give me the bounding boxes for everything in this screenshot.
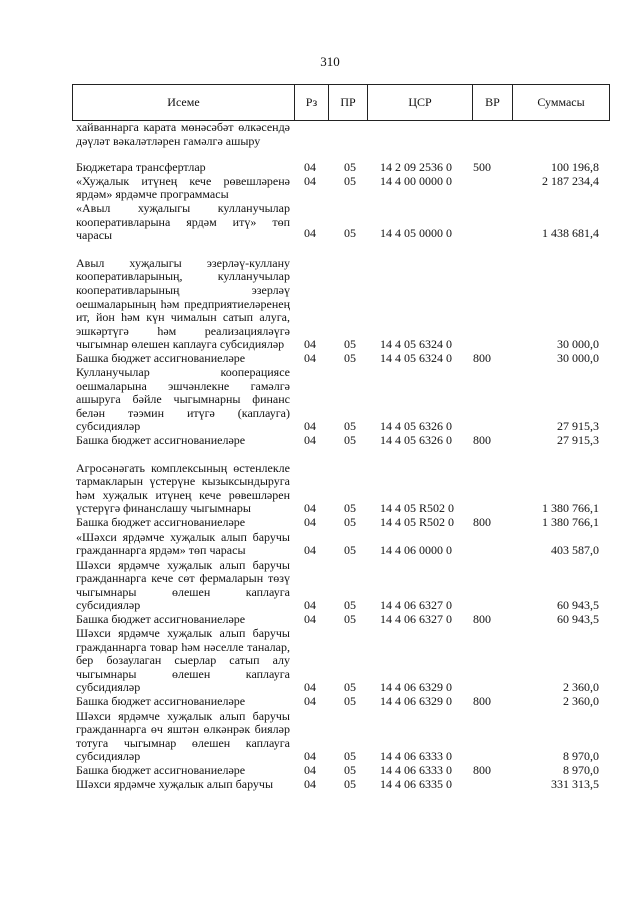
table-row bbox=[0, 516, 640, 530]
row-rz: 04 bbox=[304, 337, 316, 352]
row-pr: 05 bbox=[344, 226, 356, 241]
row-pr: 05 bbox=[344, 351, 356, 366]
row-csr: 14 4 05 0000 0 bbox=[380, 226, 452, 241]
row-vr: 800 bbox=[473, 433, 491, 448]
table-row bbox=[0, 434, 640, 448]
row-pr: 05 bbox=[344, 612, 356, 627]
row-rz: 04 bbox=[304, 598, 316, 613]
table-row bbox=[0, 161, 640, 175]
row-pr: 05 bbox=[344, 501, 356, 516]
row-sum: 403 587,0 bbox=[551, 543, 599, 558]
row-csr: 14 4 06 6327 0 bbox=[380, 598, 452, 613]
row-name: Башка бюджет ассигнованиеләре bbox=[76, 433, 246, 448]
row-pr: 05 bbox=[344, 694, 356, 709]
row-csr: 14 4 05 R502 0 bbox=[380, 501, 455, 516]
column-header-vr: ВР bbox=[473, 85, 513, 120]
row-csr: 14 4 06 6335 0 bbox=[380, 777, 452, 792]
row-csr: 14 4 05 6326 0 bbox=[380, 419, 452, 434]
row-pr: 05 bbox=[344, 433, 356, 448]
row-sum: 27 915,3 bbox=[557, 419, 599, 434]
table-row bbox=[0, 202, 640, 243]
row-rz: 04 bbox=[304, 763, 316, 778]
column-header-rz: Рз bbox=[295, 85, 329, 120]
row-sum: 30 000,0 bbox=[557, 351, 599, 366]
row-vr: 800 bbox=[473, 351, 491, 366]
table-row bbox=[0, 709, 640, 764]
table-row bbox=[0, 613, 640, 627]
table-row bbox=[0, 448, 640, 516]
row-csr: 14 2 09 2536 0 bbox=[380, 160, 452, 175]
row-csr: 14 4 00 0000 0 bbox=[380, 174, 452, 189]
row-csr: 14 4 06 6333 0 bbox=[380, 763, 452, 778]
row-pr: 05 bbox=[344, 680, 356, 695]
row-vr: 500 bbox=[473, 160, 491, 175]
row-csr: 14 4 06 6329 0 bbox=[380, 680, 452, 695]
row-vr: 800 bbox=[473, 763, 491, 778]
row-name: Башка бюджет ассигнованиеләре bbox=[76, 612, 246, 627]
table-row bbox=[0, 778, 640, 792]
row-csr: 14 4 05 6324 0 bbox=[380, 351, 452, 366]
row-rz: 04 bbox=[304, 777, 316, 792]
row-vr: 800 bbox=[473, 694, 491, 709]
row-rz: 04 bbox=[304, 351, 316, 366]
table-row bbox=[0, 121, 640, 161]
row-csr: 14 4 06 6327 0 bbox=[380, 612, 452, 627]
row-sum: 60 943,5 bbox=[557, 598, 599, 613]
row-name: Шәхси ярдәмче хуҗалык алып баручы bbox=[76, 777, 274, 792]
row-pr: 05 bbox=[344, 543, 356, 558]
row-name: «Шәхси ярдәмче хуҗалык алып баручы гражданнарга ярдәм» төп чарасы bbox=[76, 529, 290, 558]
row-rz: 04 bbox=[304, 612, 316, 627]
row-csr: 14 4 06 6333 0 bbox=[380, 749, 452, 764]
row-pr: 05 bbox=[344, 160, 356, 175]
row-sum: 2 360,0 bbox=[563, 694, 599, 709]
row-csr: 14 4 05 6324 0 bbox=[380, 337, 452, 352]
row-csr: 14 4 06 0000 0 bbox=[380, 543, 452, 558]
row-vr: 800 bbox=[473, 612, 491, 627]
table-row bbox=[0, 366, 640, 434]
row-sum: 2 187 234,4 bbox=[542, 174, 599, 189]
row-rz: 04 bbox=[304, 226, 316, 241]
row-name: Кулланучылар кооперациясе оешмаларына эшчәнлекне гамәлгә ашыруга бәйле чыгымнарны финанс белән тәэмин итүгә (каплауга) субсидияләр bbox=[76, 365, 290, 434]
row-sum: 8 970,0 bbox=[563, 749, 599, 764]
row-pr: 05 bbox=[344, 763, 356, 778]
row-name: хайваннарга карата мөнәсәбәт өлкәсендә дәүләт вәкаләтләрен гамәлгә ашыру bbox=[76, 120, 290, 148]
row-sum: 8 970,0 bbox=[563, 763, 599, 778]
row-csr: 14 4 05 R502 0 bbox=[380, 515, 455, 530]
row-rz: 04 bbox=[304, 174, 316, 189]
row-sum: 27 915,3 bbox=[557, 433, 599, 448]
column-header-pr: ПР bbox=[329, 85, 368, 120]
row-name: Башка бюджет ассигнованиеләре bbox=[76, 694, 246, 709]
table-row bbox=[0, 352, 640, 366]
column-header-sum: Суммасы bbox=[537, 95, 585, 109]
row-rz: 04 bbox=[304, 515, 316, 530]
column-header-csr: ЦСР bbox=[368, 85, 473, 120]
row-name: Башка бюджет ассигнованиеләре bbox=[76, 763, 246, 778]
table-row bbox=[0, 530, 640, 558]
row-pr: 05 bbox=[344, 174, 356, 189]
row-pr: 05 bbox=[344, 777, 356, 792]
row-rz: 04 bbox=[304, 680, 316, 695]
row-sum: 1 380 766,1 bbox=[542, 515, 599, 530]
row-sum: 2 360,0 bbox=[563, 680, 599, 695]
row-sum: 60 943,5 bbox=[557, 612, 599, 627]
row-sum: 1 438 681,4 bbox=[542, 226, 599, 241]
table-row bbox=[0, 627, 640, 695]
row-name: Авыл хуҗалыгы эзерләү-куллану кооперативларының, кулланучылар кооперативларының эзерләү оешмаларының һәм предприятиеләренең ит, йон һәм күн чималын сатып алуга, эшкәртүгә һәм реализацияләүгә чыгымнар өлешен каплауга субсидияләр bbox=[76, 255, 290, 352]
row-rz: 04 bbox=[304, 694, 316, 709]
table-row bbox=[0, 764, 640, 778]
row-name: Агросәнәгать комплексының өстенлекле тармакларын үстерүне кызыксындыруга һәм хуҗалык итүнең кече рөвешләрен үстерүгә финанслашу чыгымнары bbox=[76, 460, 290, 516]
row-name: «Авыл хуҗалыгы кулланучылар кооперативларына ярдәм итү» төп чарасы bbox=[76, 201, 290, 243]
row-rz: 04 bbox=[304, 160, 316, 175]
row-sum: 331 313,5 bbox=[551, 777, 599, 792]
row-name: Бюджетара трансфертлар bbox=[76, 160, 206, 175]
row-vr: 800 bbox=[473, 515, 491, 530]
row-pr: 05 bbox=[344, 749, 356, 764]
row-name: Шәхси ярдәмче хуҗалык алып баручы гражданнарга товар һәм нәселле таналар, бер бозаулаган сыерлар сатып алу чыгымнары өлешен каплауга субсидияләр bbox=[76, 626, 290, 695]
row-name: Башка бюджет ассигнованиеләре bbox=[76, 515, 246, 530]
page-number: 310 bbox=[320, 54, 340, 69]
table-row bbox=[0, 558, 640, 613]
row-name: Башка бюджет ассигнованиеләре bbox=[76, 351, 246, 366]
row-pr: 05 bbox=[344, 419, 356, 434]
table-row bbox=[0, 243, 640, 352]
row-pr: 05 bbox=[344, 515, 356, 530]
column-header-name: Исеме bbox=[73, 85, 295, 120]
row-sum: 1 380 766,1 bbox=[542, 501, 599, 516]
row-pr: 05 bbox=[344, 598, 356, 613]
row-name: «Хуҗалык итүнең кече рөвешләренә ярдәм» ярдәмче программасы bbox=[76, 173, 290, 202]
row-rz: 04 bbox=[304, 543, 316, 558]
table-row bbox=[0, 175, 640, 202]
row-csr: 14 4 05 6326 0 bbox=[380, 433, 452, 448]
row-pr: 05 bbox=[344, 337, 356, 352]
row-csr: 14 4 06 6329 0 bbox=[380, 694, 452, 709]
row-rz: 04 bbox=[304, 501, 316, 516]
row-rz: 04 bbox=[304, 433, 316, 448]
row-rz: 04 bbox=[304, 749, 316, 764]
row-sum: 100 196,8 bbox=[551, 160, 599, 175]
row-name: Шәхси ярдәмче хуҗалык алып баручы гражданнарга өч яштән өлкәнрәк бияләр тотуга чыгымнар өлешен каплауга субсидияләр bbox=[76, 708, 290, 764]
table-row bbox=[0, 695, 640, 709]
row-rz: 04 bbox=[304, 419, 316, 434]
row-name: Шәхси ярдәмче хуҗалык алып баручы гражданнарга кече сөт фермаларын төзү чыгымнары өлешен каплауга субсидияләр bbox=[76, 557, 290, 613]
row-sum: 30 000,0 bbox=[557, 337, 599, 352]
